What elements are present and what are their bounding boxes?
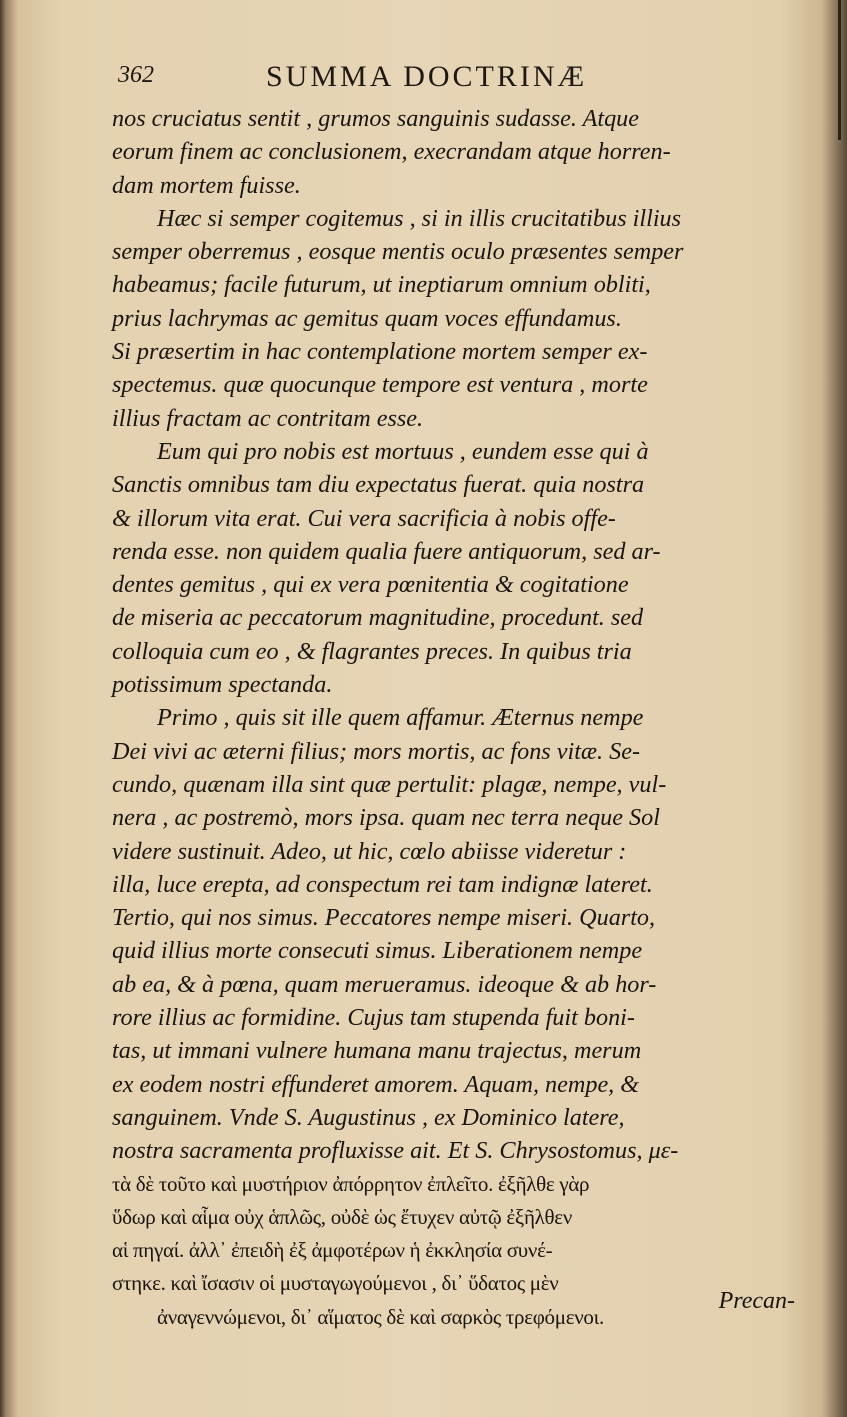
text-line: nos cruciatus sentit , grumos sanguinis sudasse. Atque — [112, 105, 639, 132]
text-line: ex eodem nostri effunderet amorem. Aquam, nempe, & — [112, 1070, 640, 1098]
greek-text-line: ὕδωρ καὶ αἷμα οὐχ ἁπλῶς, οὐδὲ ὡς ἔτυχεν αὐτῷ ἐξῆλθεν — [112, 1204, 573, 1229]
text-line: semper oberremus , eosque mentis oculo præsentes semper — [112, 238, 684, 266]
greek-text-line: στηκε. καὶ ἴσασιν οἱ μυσταγωγούμενοι , δι᾽ ὕδατος μὲν — [112, 1271, 559, 1296]
text-line: eorum finem ac conclusionem, execrandam atque horren- — [112, 138, 671, 166]
text-line: de miseria ac peccatorum magnitudine, procedunt. sed — [112, 604, 644, 632]
greek-text-line: ἀναγεννώμενοι, δι᾽ αἵματος δὲ καὶ σαρκὸς τρεφόμενοι. — [157, 1304, 604, 1329]
text-line: nera , ac postremò, mors ipsa. quam nec terra neque Sol — [112, 804, 660, 832]
greek-text-line: τὰ δὲ τοῦτο καὶ μυστήριον ἀπόρρητον ἐπλεῖτο. ἐξῆλθε γὰρ — [112, 1171, 590, 1196]
greek-text-line: αἱ πηγαί. ἀλλ᾽ ἐπειδὴ ἐξ ἀμφοτέρων ἡ ἐκκλησία συνέ- — [112, 1238, 553, 1263]
text-line: cundo, quænam illa sint quæ pertulit: plagæ, nempe, vul- — [112, 770, 667, 798]
text-line: colloquia cum eo , & flagrantes preces. In quibus tria — [112, 637, 632, 665]
text-line: quid illius morte consecuti simus. Liberationem nempe — [112, 937, 643, 965]
text-line: potissimum spectanda. — [112, 671, 333, 699]
text-line: spectemus. quæ quocunque tempore est ventura , morte — [112, 371, 648, 399]
text-line: dam mortem fuisse. — [112, 171, 301, 199]
text-line: nostra sacramenta profluxisse ait. Et S. Chrysostomus, με- — [112, 1137, 679, 1165]
text-line: videre sustinuit. Adeo, ut hic, cœlo abiisse videretur : — [112, 837, 627, 865]
text-line: & illorum vita erat. Cui vera sacrificia à nobis offe- — [112, 504, 616, 532]
body-text — [112, 102, 812, 1334]
page-header — [118, 62, 808, 96]
text-line: renda esse. non quidem qualia fuere antiquorum, sed ar- — [112, 537, 661, 565]
running-title: SUMMA DOCTRINÆ — [266, 60, 588, 93]
text-line: dentes gemitus , qui ex vera pœnitentia & cogitatione — [112, 571, 629, 599]
text-line: Tertio, qui nos simus. Peccatores nempe miseri. Quarto, — [112, 904, 656, 932]
text-line: tas, ut immani vulnere humana manu trajectus, merum — [112, 1037, 642, 1065]
text-line: Eum qui pro nobis est mortuus , eundem esse qui à — [157, 437, 649, 465]
text-line: Sanctis omnibus tam diu expectatus fuerat. quia nostra — [112, 471, 645, 499]
text-line: illa, luce erepta, ad conspectum rei tam indignæ lateret. — [112, 870, 653, 898]
text-line: Primo , quis sit ille quem affamur. Æternus nempe — [157, 704, 644, 732]
text-line: ab ea, & à pœna, quam merueramus. ideoque & ab hor- — [112, 970, 657, 998]
text-line: Si præsertim in hac contemplatione mortem semper ex- — [112, 338, 648, 366]
text-line: illius fractam ac contritam esse. — [112, 404, 424, 432]
text-line: Dei vivi ac æterni filius; mors mortis, ac fons vitæ. Se- — [112, 737, 641, 765]
text-line: sanguinem. Vnde S. Augustinus , ex Dominico latere, — [112, 1103, 625, 1131]
text-line: Hæc si semper cogitemus , si in illis crucitatibus illius — [157, 204, 682, 232]
text-line: habeamus; facile futurum, ut ineptiarum omnium obliti, — [112, 271, 651, 299]
text-line: rore illius ac formidine. Cujus tam stupenda fuit boni- — [112, 1004, 635, 1032]
catchword: Precan- — [718, 1288, 795, 1314]
text-line: prius lachrymas ac gemitus quam voces effundamus. — [112, 304, 622, 332]
page-number: 362 — [118, 62, 154, 88]
page-edge-shadow — [838, 0, 841, 140]
